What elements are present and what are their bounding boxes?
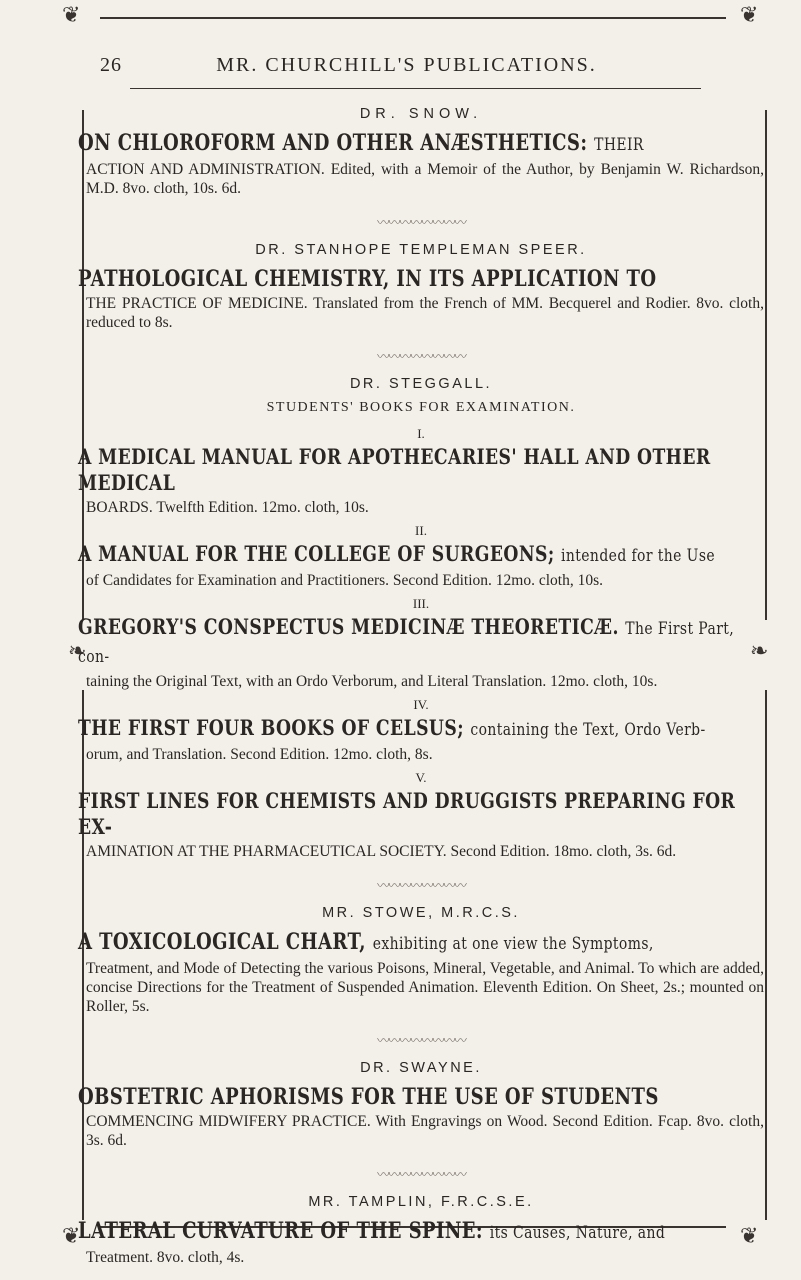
book-title — [78, 614, 764, 670]
book-title-text: ON CHLOROFORM AND OTHER ANÆSTHETICS: — [78, 130, 588, 156]
book-description: BOARDS. Twelfth Edition. 12mo. cloth, 10s. — [86, 499, 369, 516]
book-title-tail: THEIR — [594, 135, 644, 155]
book-description: of Candidates for Examination and Practitioners. Second Edition. 12mo. cloth, 10s. — [86, 572, 604, 589]
side-ornament-icon: ❧ — [68, 638, 87, 663]
catalogue-section — [78, 242, 764, 332]
author-heading: DR. SNOW. — [359, 106, 483, 122]
book-title-text: OBSTETRIC APHORISMS FOR THE USE OF STUDENTS — [78, 1084, 659, 1110]
author-heading: MR. TAMPLIN, F.R.C.S.E. — [308, 1194, 534, 1210]
corner-ornament-icon: ❦ — [740, 1223, 759, 1248]
author-heading: MR. STOWE, M.R.C.S. — [322, 905, 520, 921]
book-title — [78, 1084, 764, 1110]
sub-header-rule — [130, 88, 701, 89]
book-title-tail: its Causes, Nature, and — [489, 1223, 666, 1243]
book-description: taining the Original Text, with an Ordo Verborum, and Literal Translation. 12mo. cloth, 10s. — [86, 673, 658, 690]
running-title: MR. CHURCHILL'S PUBLICATIONS. — [216, 53, 597, 76]
catalogue-section — [78, 905, 764, 1016]
catalogue-section — [78, 376, 764, 861]
book-title-text: A MEDICAL MANUAL FOR APOTHECARIES' HALL AND OTHER MEDICAL — [78, 444, 711, 495]
entry-numeral: V. — [415, 770, 427, 785]
list-item — [78, 770, 764, 861]
book-description: orum, and Translation. Second Edition. 12mo. cloth, 8s. — [86, 746, 433, 763]
book-title-text: LATERAL CURVATURE OF THE SPINE: — [78, 1218, 484, 1244]
book-title — [78, 266, 764, 292]
entry-numeral: IV. — [413, 697, 429, 712]
book-title — [78, 130, 764, 158]
section-divider: 〰〰〰〰〰〰〰〰 — [376, 1167, 465, 1180]
book-description: THE PRACTICE OF MEDICINE. Translated from the French of MM. Becquerel and Rodier. 8vo. cloth, reduced to 8s. — [86, 295, 764, 331]
list-item — [78, 697, 764, 764]
book-title — [78, 929, 764, 957]
book-description: ACTION AND ADMINISTRATION. Edited, with a Memoir of the Author, by Benjamin W. Richardson, M.D. 8vo. cloth, 10s. 6d. — [86, 161, 764, 197]
list-item — [78, 426, 764, 517]
section-divider: 〰〰〰〰〰〰〰〰 — [376, 878, 465, 891]
book-title-text: PATHOLOGICAL CHEMISTRY, IN ITS APPLICATION TO — [78, 266, 657, 292]
book-title-text: A TOXICOLOGICAL CHART, — [78, 929, 366, 955]
catalogue-content — [78, 106, 764, 1267]
book-title — [78, 444, 764, 496]
right-border-rule — [765, 110, 767, 620]
list-item — [78, 523, 764, 590]
corner-ornament-icon: ❦ — [740, 2, 759, 27]
book-title-tail: exhibiting at one view the Symptoms, — [372, 934, 654, 954]
book-title-tail: containing the Text, Ordo Verb- — [470, 720, 706, 740]
book-title — [78, 788, 764, 840]
book-title-text: GREGORY'S CONSPECTUS MEDICINÆ THEORETICÆ. — [78, 614, 619, 639]
series-title: STUDENTS' BOOKS FOR EXAMINATION. — [266, 400, 576, 415]
section-divider: 〰〰〰〰〰〰〰〰 — [376, 1033, 465, 1046]
corner-ornament-icon: ❦ — [62, 1223, 81, 1248]
section-divider: 〰〰〰〰〰〰〰〰 — [376, 349, 465, 362]
book-description: AMINATION AT THE PHARMACEUTICAL SOCIETY. Second Edition. 18mo. cloth, 3s. 6d. — [86, 843, 677, 860]
catalogue-section — [78, 1194, 764, 1267]
book-title-text: A MANUAL FOR THE COLLEGE OF SURGEONS; — [78, 541, 555, 566]
entry-numeral: I. — [417, 426, 425, 441]
book-title — [78, 541, 764, 569]
author-heading: DR. STANHOPE TEMPLEMAN SPEER. — [255, 242, 587, 258]
author-heading: DR. STEGGALL. — [349, 376, 493, 392]
entry-numeral: II. — [415, 523, 427, 538]
author-heading: DR. SWAYNE. — [360, 1060, 482, 1076]
book-title-tail: intended for the Use — [561, 546, 716, 566]
book-title-text: THE FIRST FOUR BOOKS OF CELSUS; — [78, 715, 464, 740]
corner-ornament-icon: ❦ — [62, 2, 81, 27]
book-description: Treatment, and Mode of Detecting the various Poisons, Mineral, Vegetable, and Animal. To which are added, concise Directions for the Treatment of Suspended Animation. Eleventh Edition. On Sheet, 2s.; mounted on Roller, 5s. — [86, 960, 764, 1015]
book-description: COMMENCING MIDWIFERY PRACTICE. With Engravings on Wood. Second Edition. Fcap. 8vo. cloth, 3s. 6d. — [86, 1113, 764, 1149]
book-description: Treatment. 8vo. cloth, 4s. — [86, 1249, 245, 1266]
catalogue-section — [78, 1060, 764, 1150]
list-item — [78, 596, 764, 691]
book-title — [78, 1218, 764, 1246]
top-border-rule — [100, 17, 726, 19]
entry-numeral: III. — [412, 596, 430, 611]
book-title — [78, 715, 764, 743]
book-title-tail: The First Part, con- — [78, 619, 735, 667]
catalogue-section — [78, 106, 764, 198]
page-number: 26 — [100, 53, 122, 76]
side-ornament-icon: ❧ — [750, 638, 769, 663]
section-divider: 〰〰〰〰〰〰〰〰 — [376, 215, 465, 228]
book-title-text: FIRST LINES FOR CHEMISTS AND DRUGGISTS PREPARING FOR EX- — [78, 788, 736, 839]
right-border-rule-lower — [765, 690, 767, 1220]
page-header — [100, 50, 711, 80]
